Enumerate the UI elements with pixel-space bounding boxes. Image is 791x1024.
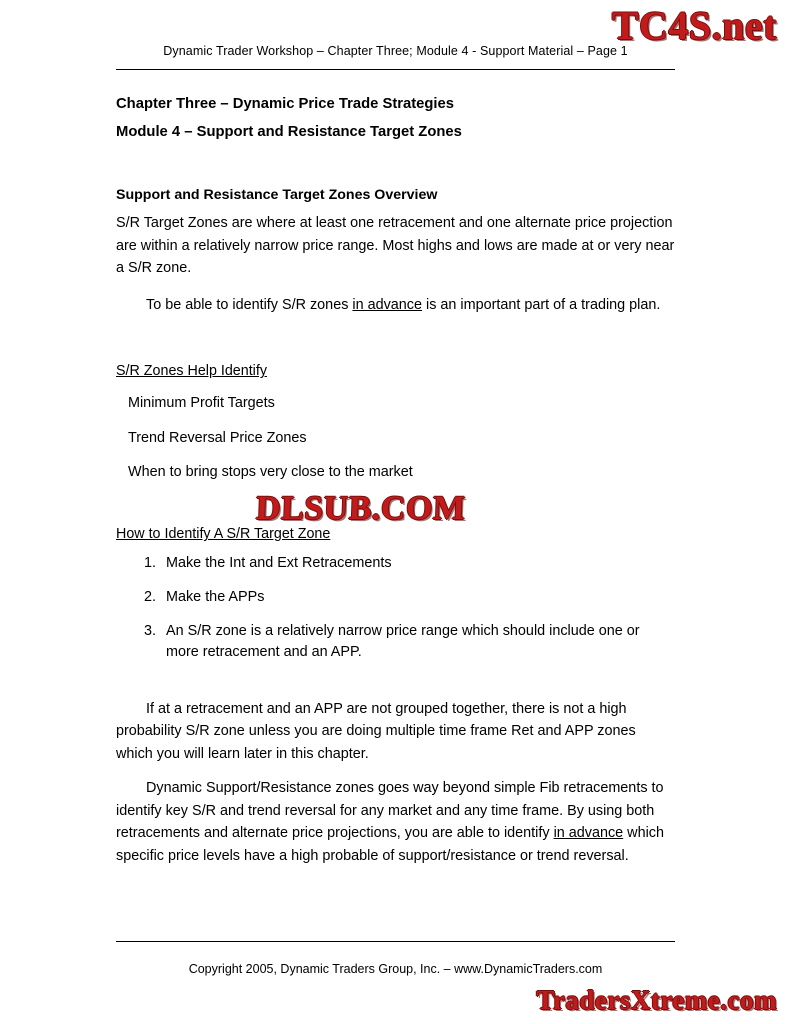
help-identify-list [116,392,676,483]
help-identify-heading: S/R Zones Help Identify [116,363,267,380]
overview-paragraph-2-post: is an important part of a trading plan. [422,296,661,313]
list-item: Minimum Profit Targets [128,395,275,412]
closing-paragraph-2-pre: Dynamic Support/Resistance zones goes way beyond simple Fib retracements to identify key S/R and trend reversal for any market and any time frame. By using both retracements and alternate price projections, you are able to identify [116,780,664,842]
overview-paragraph-2-emphasis: in advance [352,296,422,313]
closing-paragraph-2-emphasis: in advance [553,825,624,842]
how-to-steps-list [116,553,676,663]
list-item: 2. Make the APPs [160,587,676,609]
list-item: Trend Reversal Price Zones [128,429,307,446]
header-divider [116,69,675,70]
list-item: 3. An S/R zone is a relatively narrow price range which should include one or more retracement and an APP. [160,621,676,664]
footer-divider [116,941,675,942]
closing-paragraph-1: If at a retracement and an APP are not grouped together, there is not a high probability S/R zone unless you are doing multiple time frame Ret and APP zones which you will learn later in this chapter. [116,700,636,762]
document-body [116,90,676,867]
overview-paragraph-1: S/R Target Zones are where at least one retracement and one alternate price projection are within a relatively narrow price range. Most highs and lows are made at or very near a S/R zone. [116,215,675,277]
overview-paragraph-2-pre: To be able to identify S/R zones [146,296,353,313]
closing-paragraph-2-post: which specific price levels have a high probable of support/resistance or trend reversal. [116,825,664,864]
list-item: 1. Make the Int and Ext Retracements [160,553,676,575]
chapter-title: Chapter Three – Dynamic Price Trade Strategies [116,96,455,112]
how-to-heading: How to Identify A S/R Target Zone [116,526,331,543]
watermark-center: DLSUB.COM [255,490,467,527]
watermark-bottom-right: TradersXtreme.com [536,985,777,1015]
closing-paragraphs [116,698,676,867]
watermark-top-right: TC4S.net [611,3,777,48]
closing-paragraph-2 [116,777,676,867]
running-header: Dynamic Trader Workshop – Chapter Three; Module 4 - Support Material – Page 1 [163,44,628,58]
list-item: When to bring stops very close to the market [128,463,413,480]
overview-heading: Support and Resistance Target Zones Overview [116,187,438,204]
overview-paragraph-2 [116,294,676,316]
module-title: Module 4 – Support and Resistance Target Zones [116,124,462,141]
footer-copyright: Copyright 2005, Dynamic Traders Group, Inc. – www.DynamicTraders.com [188,962,603,976]
